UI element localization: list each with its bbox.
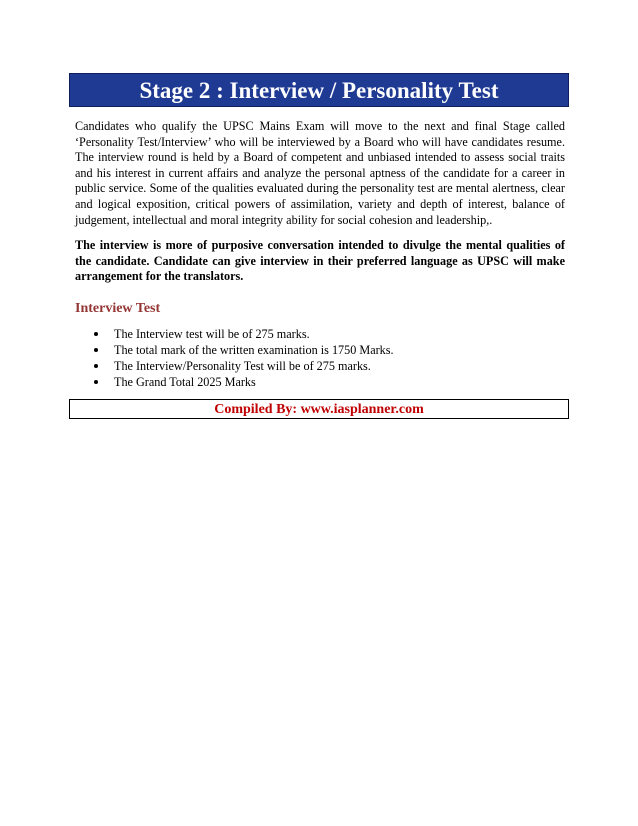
intro-paragraph: Candidates who qualify the UPSC Mains Exam will move to the next and final Stage called ‘Personality Test/Interview’ who will be interviewed by a Board who will have candidates resume. The interview round is held by a Board of competent and unbiased intended to assess social traits and his interest in current affairs and analyze the personal aptness of the candidate for a career in public service. Some of the qualities evaluated during the personality test are mental alertness, clear and logical exposition, critical powers of assimilation, variety and depth of interest, balance of judgement, intellectual and moral integrity ability for social cohesion and leadership,. — [75, 119, 565, 227]
list-item — [94, 374, 569, 390]
interview-note-paragraph: The interview is more of purposive conversation intended to divulge the mental qualities of the candidate. Candidate can give interview in their preferred language as UPSC will make arrangement for the translators. — [75, 238, 565, 284]
list-item — [94, 342, 569, 358]
bullet-icon — [94, 364, 98, 368]
compiled-by-box — [69, 399, 569, 419]
document-page — [69, 73, 569, 419]
section-heading-interview-test: Interview Test — [75, 300, 161, 316]
marks-list — [69, 326, 569, 390]
list-item-text: The Interview test will be of 275 marks. — [114, 326, 310, 341]
list-item-text: The total mark of the written examination is 1750 Marks. — [114, 342, 394, 357]
list-item-text: The Grand Total 2025 Marks — [114, 374, 256, 389]
bullet-icon — [94, 348, 98, 352]
list-item-text: The Interview/Personality Test will be of 275 marks. — [114, 358, 371, 373]
compiled-by-text: Compiled By: www.iasplanner.com — [214, 401, 424, 417]
bullet-icon — [94, 332, 98, 336]
list-item — [94, 326, 569, 342]
list-item — [94, 358, 569, 374]
page-title-text: Stage 2 : Interview / Personality Test — [139, 78, 499, 103]
page-title — [69, 73, 569, 107]
bullet-icon — [94, 380, 98, 384]
